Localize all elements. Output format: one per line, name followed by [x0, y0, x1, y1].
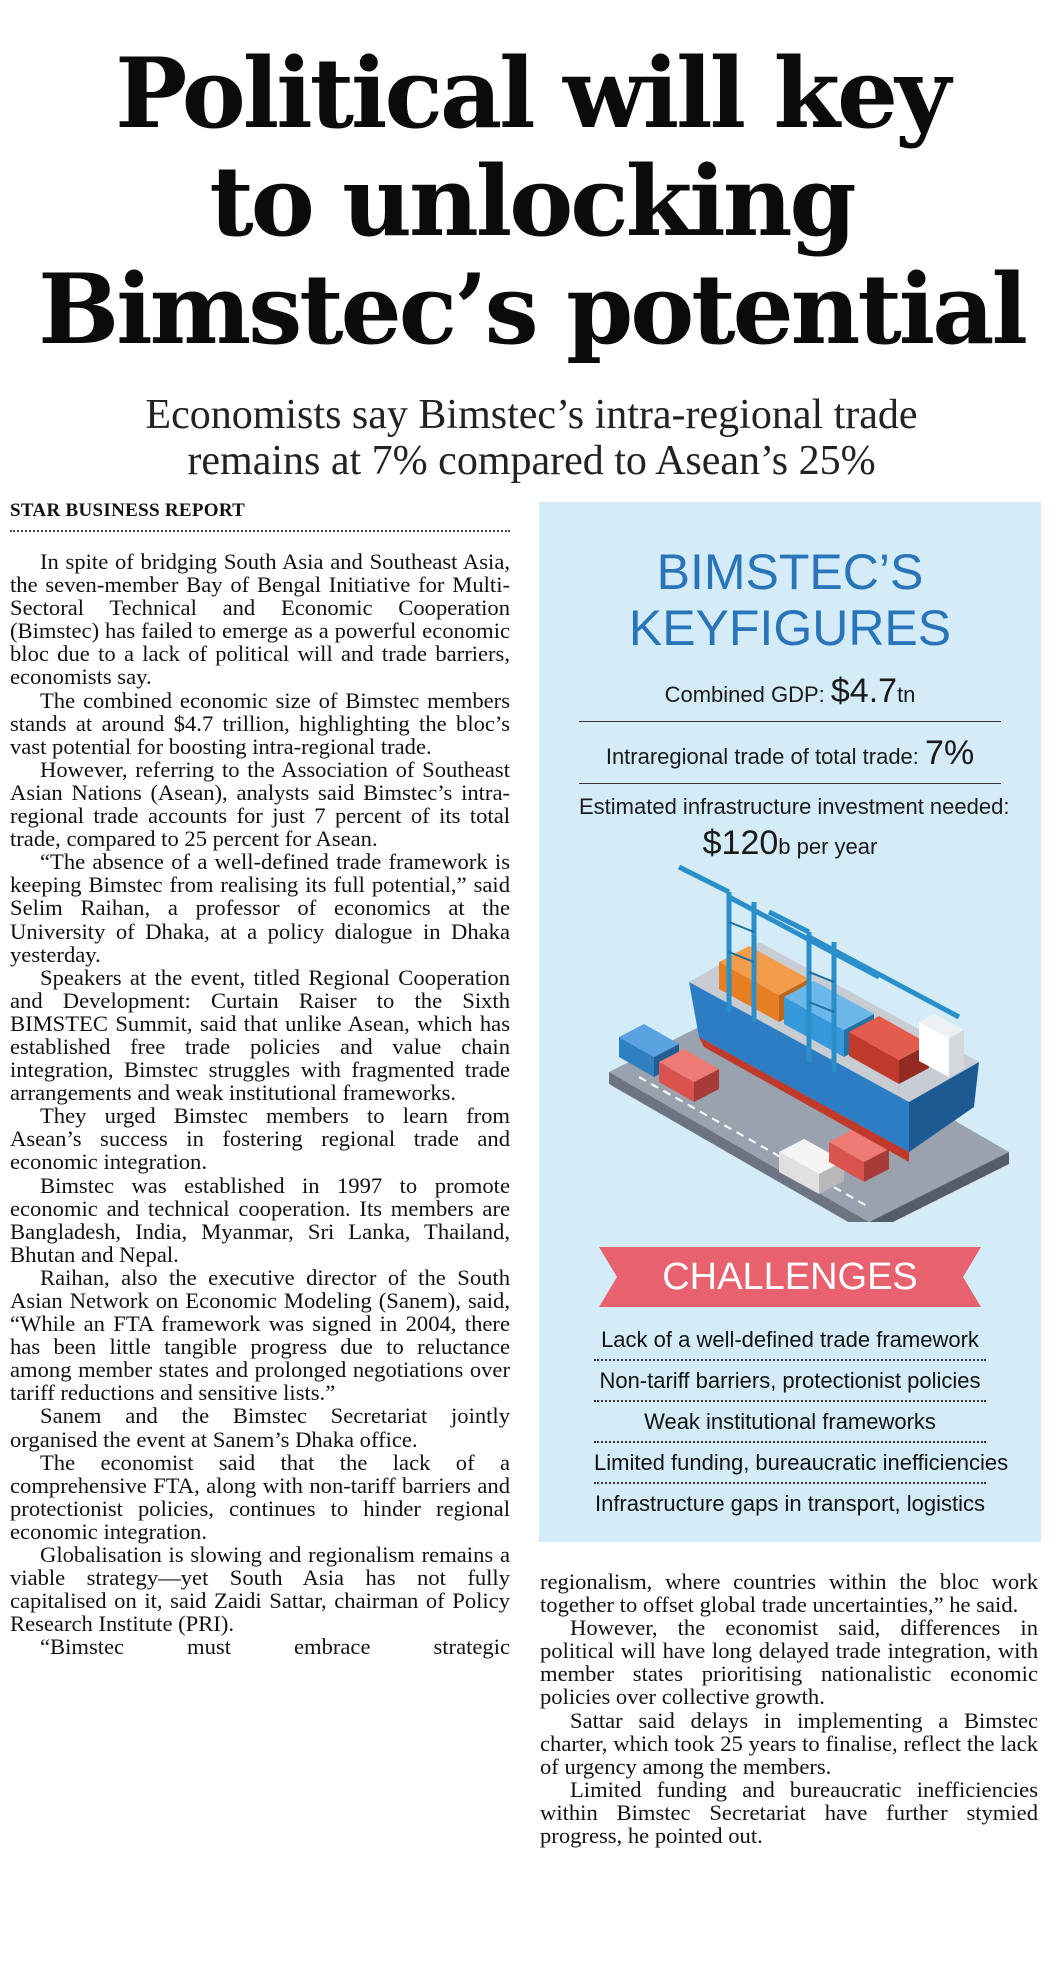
article-right-column [540, 1570, 1038, 1847]
trade-figure [579, 734, 1001, 784]
infra-unit: b per year [778, 834, 878, 859]
subheadline-line-2: remains at 7% compared to Asean’s 25% [187, 438, 876, 484]
challenge-item: Non-tariff barriers, protectionist policies [594, 1361, 986, 1402]
article-paragraph: The combined economic size of Bimstec members stands at around $4.7 trillion, highlighting the bloc’s vast potential for boosting intra-regional trade. [10, 687, 510, 759]
article-paragraph: Bimstec was established in 1997 to promote economic and technical cooperation. Its members are Bangladesh, India, Myanmar, Sri Lanka, Thailand, Bhutan and Nepal. [10, 1172, 510, 1267]
trade-value: 7% [925, 734, 975, 772]
infobox-title [539, 544, 1041, 656]
gdp-label: Combined GDP: [664, 682, 831, 707]
infobox-title-line-2: KEYFIGURES [628, 600, 952, 656]
article-paragraph: Raihan, also the executive director of the South Asian Network on Economic Modeling (Sanem), said, “While an FTA framework was signed in 2004, there has been little tangible progress due to reluctance among member states and prolonged negotiations over tariff reductions and sensitive lists.” [10, 1264, 510, 1406]
article-paragraph: regionalism, where countries within the bloc work together to offset global trade uncertainties,” he said. [540, 1569, 1038, 1618]
article-paragraph: Globalisation is slowing and regionalism remains a viable strategy—yet South Asia has not fully capitalised on it, said Zaidi Sattar, chairman of Policy Research Institute (PRI). [10, 1542, 510, 1637]
article-paragraph: Limited funding and bureaucratic inefficiencies within Bimstec Secretariat have further stymied progress, he pointed out. [540, 1776, 1038, 1849]
article-paragraph: Sattar said delays in implementing a Bimstec charter, which took 25 years to finalise, reflect the lack of urgency among the members. [540, 1707, 1038, 1779]
subheadline-line-1: Economists say Bimstec’s intra-regional trade [145, 392, 918, 438]
infra-label-text: Estimated infrastructure investment needed: [579, 794, 1010, 819]
key-figures-infobox [539, 502, 1041, 1542]
gdp-unit: tn [897, 682, 916, 707]
container-ship-port-icon [579, 862, 1009, 1222]
article-paragraph: The economist said that the lack of a comprehensive FTA, along with non-tariff barriers and protectionist policies, continues to hinder regional economic integration. [10, 1449, 510, 1544]
infobox-title-line-1: BIMSTEC’S [656, 544, 924, 600]
article-paragraph: “Bimstec must embrace strategic [40, 1634, 510, 1660]
gdp-value: $4.7 [830, 672, 898, 710]
byline: STAR BUSINESS REPORT [10, 500, 510, 532]
trade-label: Intraregional trade of total trade: [605, 744, 926, 769]
challenge-item: Weak institutional frameworks [594, 1402, 986, 1443]
challenges-title: CHALLENGES [662, 1256, 918, 1298]
subheadline [0, 392, 1063, 484]
infra-value: $120 [702, 824, 779, 862]
article-paragraph: In spite of bridging South Asia and Southeast Asia, the seven-member Bay of Bengal Initiative for Multi-Sectoral Technical and Economic Cooperation (Bimstec) has failed to emerge as a powerful economic bloc due to a lack of political will and trade barriers, economists say. [10, 549, 510, 690]
infra-figure [579, 824, 1001, 863]
article-paragraph: They urged Bimstec members to learn from Asean’s success in fostering regional trade and economic integration. [10, 1103, 510, 1175]
challenge-item: Limited funding, bureaucratic inefficiencies [594, 1443, 986, 1484]
headline-line-3: Bimstec’s potential [38, 253, 1025, 366]
headline-line-1: Political will key [115, 37, 948, 150]
challenge-item: Infrastructure gaps in transport, logistics [594, 1491, 986, 1516]
gdp-figure [579, 672, 1001, 722]
infra-label [579, 794, 1010, 820]
article-paragraph: However, referring to the Association of Southeast Asian Nations (Asean), analysts said Bimstec’s intra-regional trade accounts for just 7 percent of its total trade, compared to 25 percent for Asean. [10, 756, 510, 852]
challenge-item: Lack of a well-defined trade framework [594, 1320, 986, 1361]
article-paragraph: Speakers at the event, titled Regional Cooperation and Development: Curtain Raiser to the Sixth BIMSTEC Summit, said that unlike Asean, which has established free trade policies and value chain integration, Bimstec struggles with fragmented trade arrangements and weak institutional frameworks. [10, 964, 510, 1106]
headline-line-2: to unlocking [209, 145, 854, 258]
article-paragraph: “The absence of a well-defined trade framework is keeping Bimstec from realising its full potential,” said Selim Raihan, a professor of economics at the University of Dhaka, at a policy dialogue in Dhaka yesterday. [10, 849, 510, 967]
headline [0, 37, 1063, 366]
challenges-list [594, 1320, 1009, 1525]
article-left-column [10, 550, 510, 1659]
article-paragraph: Sanem and the Bimstec Secretariat jointly organised the event at Sanem’s Dhaka office. [10, 1403, 510, 1452]
article-paragraph: However, the economist said, differences in political will have long delayed trade integration, with member states prioritising nationalistic economic policies over collective growth. [540, 1615, 1038, 1710]
